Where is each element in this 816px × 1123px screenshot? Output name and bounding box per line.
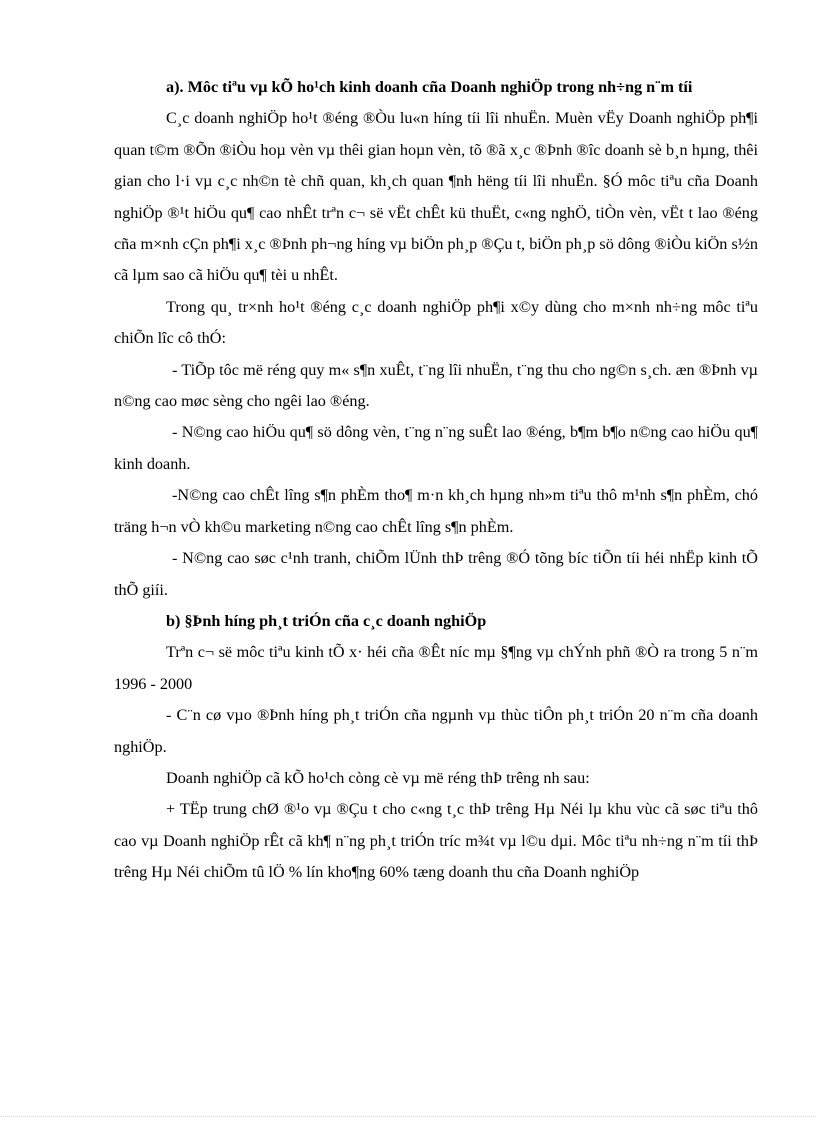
page-bottom-edge [0,1116,816,1117]
list-item: - N©ng cao hiÖu qu¶ sö dông vèn, t¨ng n¨ng suÊt lao ®éng, b¶m b¶o n©ng cao hiÖu qu¶ kinh doanh. [114,423,758,473]
list-item: - TiÕp tôc më réng quy m« s¶n xuÊt, t¨ng lîi nhuËn, t¨ng thu cho ng©n s¸ch. æn ®Þnh vµ n©ng cao møc sèng cho ngêi lao ®éng. [114,360,758,411]
list-item: -N©ng cao chÊt lîng s¶n phÈm tho¶ m·n kh¸ch hµng nh»m tiªu thô m¹nh s¶n phÈm, chó träng h¬n vÒ kh©u marketing n©ng cao chÊt lîng s¶n phÈm. [114,486,758,536]
section-a-heading: a). Môc tiªu vµ kÕ ho¹ch kinh doanh cña Doanh nghiÖp trong nh÷ng n¨m tíi [166,78,693,96]
paragraph: C¸c doanh nghiÖp ho¹t ®éng ®Òu lu«n híng tíi lîi nhuËn. Muèn vËy Doanh nghiÖp ph¶i quan t©m ®Õn ®iÒu hoµ vèn vµ thêi gian hoµn vèn, tõ ®ã x¸c ®Þnh ®îc doanh sè b¸n hµng, thêi gian cho l·i vµ c¸c nh©n tè chñ quan, kh¸ch quan ¶nh hëng tíi lîi nhuËn. §Ó môc tiªu cña Doanh nghiÖp ®¹t hiÖu qu¶ cao nhÊt trªn c¬ së vËt chÊt kü thuËt, c«ng nghÖ, tiÒn vèn, vËt t lao ®éng cña m×nh cÇn ph¶i x¸c ®Þnh ph¬ng híng vµ biÖn ph¸p ®Çu t, biÖn ph¸p sö dông ®iÒu kiÖn s½n cã lµm sao cã hiÖu qu¶ tèi u nhÊt. [114,109,758,285]
document-page [114,72,758,889]
paragraph: Doanh nghiÖp cã kÕ ho¹ch còng cè vµ më réng thÞ trêng nh sau: [166,768,590,787]
paragraph: Trong qu¸ tr×nh ho¹t ®éng c¸c doanh nghiÖp ph¶i x©y dùng cho m×nh nh÷ng môc tiªu chiÕn lîc cô thÓ: [114,297,758,348]
list-item: + TËp trung chØ ®¹o vµ ®Çu t cho c«ng t¸c thÞ trêng Hµ Néi lµ khu vùc cã søc tiªu thô cao vµ Doanh nghiÖp rÊt cã kh¶ n¨ng ph¸t triÓn tríc m¾t vµ l©u dµi. Môc tiªu nh÷ng n¨m tíi thÞ trêng Hµ Néi chiÕm tû lÖ % lín kho¶ng 60% tæng doanh thu cña Doanh nghiÖp [114,800,758,882]
list-item: - C¨n cø vµo ®Þnh híng ph¸t triÓn cña ngµnh vµ thùc tiÔn ph¸t triÓn 20 n¨m cña doanh nghiÖp. [114,706,758,756]
section-b-heading: b) §Þnh híng ph¸t triÓn cña c¸c doanh nghiÖp [166,611,487,630]
list-item: - N©ng cao søc c¹nh tranh, chiÕm lÜnh thÞ trêng ®Ó tõng bíc tiÕn tíi héi nhËp kinh tÕ thÕ giíi. [114,549,758,599]
paragraph: Trªn c¬ së môc tiªu kinh tÕ x· héi cña ®Êt níc mµ §¶ng vµ chÝnh phñ ®Ò ra trong 5 n¨m 1996 - 2000 [114,643,758,693]
